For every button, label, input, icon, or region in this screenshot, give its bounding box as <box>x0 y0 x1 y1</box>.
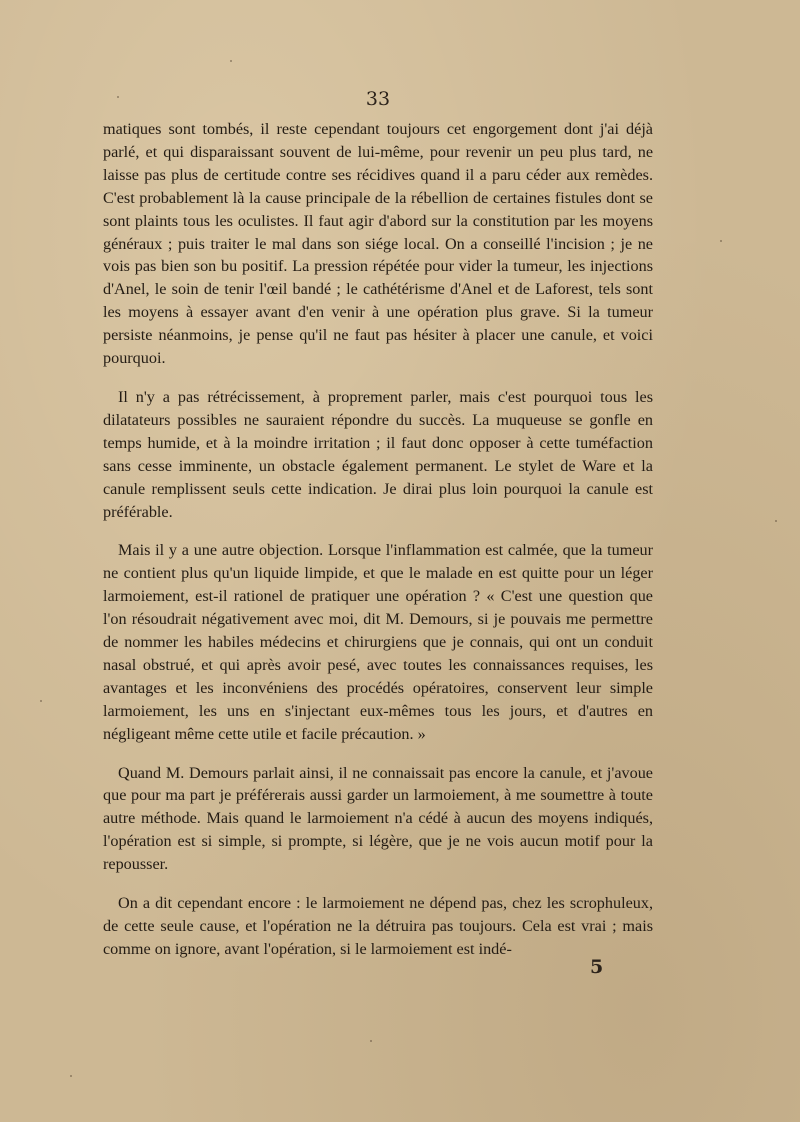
paper-speck <box>230 60 232 62</box>
paragraph: Mais il y a une autre objection. Lorsque l'inflammation est calmée, que la tumeur ne contient plus qu'un liquide limpide, et que le malade en est quitte pour un léger larmoiement, est-il rationel de pratiquer une opération ? « C'est une question que l'on résoudrait négativement avec moi, dit M. Demours, si je pouvais me permettre de nommer les habiles médecins et chirurgiens que je connais, qui ont un conduit nasal obstrué, et qui après avoir pesé, avec toutes les connaissances requises, les avantages et les inconvéniens des procédés opératoires, conservent leur simple larmoiement, les uns en s'injectant eux-mêmes tous les jours, et d'autres en négligeant même cette utile et facile précaution. » <box>103 541 653 743</box>
paper-speck <box>70 1075 72 1077</box>
paragraph: matiques sont tombés, il reste cependant toujours cet engorgement dont j'ai déjà parlé, et qui disparaissant souvent de lui-même, pour revenir un peu plus tard, ne laisse pas plus de certitude contre ses récidives quand il a paru céder aux remèdes. C'est probablement là la cause principale de la rébellion de certaines fistules dont se sont plaints tous les oculistes. Il faut agir d'abord sur la constitution par les moyens généraux ; puis traiter le mal dans son siége local. On a conseillé l'incision ; je ne vois pas bien son bu positif. La pression répétée pour vider la tumeur, les injections d'Anel, le soin de tenir l'œil bandé ; le cathétérisme d'Anel et de Laforest, tels sont les moyens à essayer avant d'en venir à une opération plus grave. Si la tumeur persiste néanmoins, je pense qu'il ne faut pas hésiter à placer une canule, et voici pourquoi. <box>103 120 653 368</box>
paper-speck <box>370 1040 372 1042</box>
paper-speck <box>117 96 119 98</box>
paragraph: Il n'y a pas rétrécissement, à proprement parler, mais c'est pourquoi tous les dilatateurs possibles ne sauraient répondre du succès. La muqueuse se gonfle en temps humide, et à la moindre irritation ; il faut donc opposer à cette tuméfaction sans cesse imminente, un obstacle également permanent. Le stylet de Ware et la canule remplissent seuls cette indication. Je dirai plus loin pourquoi la canule est préférable. <box>103 387 653 521</box>
signature-mark: 5 <box>590 956 604 978</box>
paragraph: On a dit cependant encore : le larmoiement ne dépend pas, chez les scrophuleux, de cette seule cause, et l'opération ne la détruira pas toujours. Cela est vrai ; mais comme on ignore, avant l'opération, si le larmoiement est indé- <box>103 894 653 958</box>
paper-speck <box>775 520 777 522</box>
paragraph: Quand M. Demours parlait ainsi, il ne connaissait pas encore la canule, et j'avoue que pour ma part je préférerais aussi garder un larmoiement, à me soumettre à toute autre méthode. Mais quand le larmoiement n'a cédé à aucun des moyens indiqués, l'opération est si simple, si prompte, si légère, que je ne vois aucun motif pour la repousser. <box>103 763 653 874</box>
paper-speck <box>720 240 722 242</box>
body-text <box>103 118 653 961</box>
paper-speck <box>40 700 42 702</box>
page-number: 33 <box>365 88 391 110</box>
